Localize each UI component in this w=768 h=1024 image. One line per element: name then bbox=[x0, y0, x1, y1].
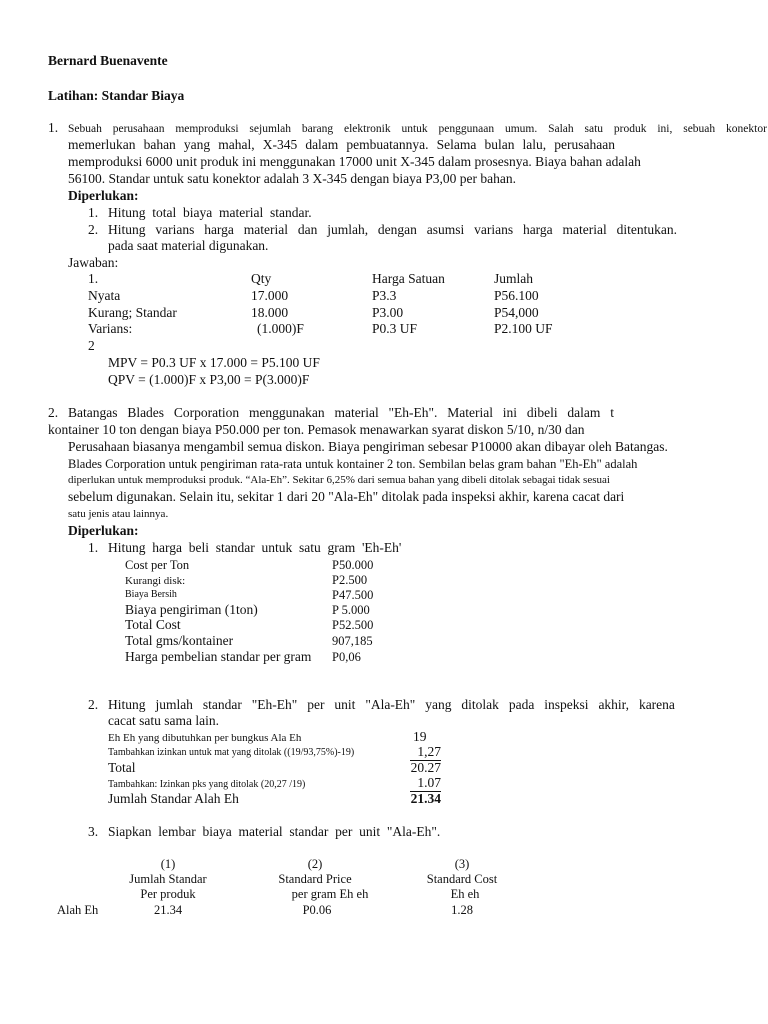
table-label: Jumlah Standar Alah Eh bbox=[108, 791, 239, 806]
table-value: 1.07 bbox=[410, 775, 441, 792]
q1-answer-label: Jawaban: bbox=[68, 255, 119, 270]
q2-line-6: sebelum digunakan. Selain itu, sekitar 1 dari 20 "Ala-Eh" ditolak pada inspeksi akhir, karena cacat dari bbox=[68, 489, 625, 504]
table-value: 21.34 bbox=[410, 791, 441, 806]
table-label: Kurangi disk: bbox=[125, 575, 186, 587]
q2-req-1-number: 1. bbox=[88, 540, 99, 555]
table-cell: Varians: bbox=[88, 321, 133, 336]
q2-line-4: Blades Corporation untuk pengiriman rata-rata untuk kontainer 2 ton. Sembilan belas gram bahan "Eh-Eh" adalah bbox=[68, 457, 638, 471]
q2-line-7: satu jenis atau lainnya. bbox=[68, 508, 169, 520]
column-header: (3) bbox=[454, 857, 470, 871]
table-value: P52.500 bbox=[332, 618, 374, 632]
table-cell: P0.3 UF bbox=[372, 321, 418, 336]
table-label: Biaya Bersih bbox=[125, 589, 177, 600]
table-cell: P3.3 bbox=[372, 288, 397, 303]
table-label: Tambahkan: Izinkan pks yang ditolak (20,27 /19) bbox=[108, 779, 306, 790]
table-header-cell: 1. bbox=[88, 271, 99, 286]
q1-line-4: 56100. Standar untuk satu konektor adalah 3 X-345 dengan biaya P3,00 per bahan. bbox=[68, 171, 517, 186]
table-cell: Nyata bbox=[88, 288, 121, 303]
table-label: Total Cost bbox=[125, 617, 181, 632]
row-label: Alah Eh bbox=[57, 903, 99, 917]
q2-req-3-number: 3. bbox=[88, 824, 99, 839]
q2-req-1: Hitung harga beli standar untuk satu gram 'Eh-Eh' bbox=[108, 540, 402, 555]
table-value: 21.34 bbox=[153, 903, 183, 917]
table-label: Eh Eh yang dibutuhkan per bungkus Ala Eh bbox=[108, 732, 302, 744]
q2-req-2-line-2: cacat satu sama lain. bbox=[108, 713, 219, 728]
column-header: Standard Cost bbox=[426, 872, 498, 886]
column-header: (1) bbox=[160, 857, 176, 871]
table-cell: P56.100 bbox=[494, 288, 539, 303]
table-value: 1,27 bbox=[410, 744, 441, 761]
q1-req-2-line-2: pada saat material digunakan. bbox=[108, 238, 269, 253]
table-cell: (1.000)F bbox=[257, 321, 304, 336]
table-value: P 5.000 bbox=[332, 603, 370, 617]
column-header: Eh eh bbox=[450, 887, 480, 901]
q2-required-label: Diperlukan: bbox=[68, 523, 139, 538]
table-label: Cost per Ton bbox=[125, 558, 190, 572]
q1-required-label: Diperlukan: bbox=[68, 188, 139, 203]
q2-number: 2. bbox=[48, 405, 59, 420]
table-cell: P2.100 UF bbox=[494, 321, 553, 336]
table-header-cell: Jumlah bbox=[494, 271, 533, 286]
q1-line-3: memproduksi 6000 unit produk ini menggunakan 17000 unit X-345 dalam prosesnya. Biaya bahan adalah bbox=[68, 154, 641, 169]
q1-line-2: memerlukan bahan yang mahal, X-345 dalam pembuatannya. Selama bulan lalu, perusahaan bbox=[68, 137, 615, 152]
q1-req-1: Hitung total biaya material standar. bbox=[108, 205, 312, 220]
q2-req-2-number: 2. bbox=[88, 697, 99, 712]
q1-req-1-number: 1. bbox=[88, 205, 99, 220]
q2-line-3: Perusahaan biasanya mengambil semua diskon. Biaya pengiriman sebesar P10000 akan dibayar oleh Batangas. bbox=[68, 439, 668, 454]
q1-mpv-formula: MPV = P0.3 UF x 17.000 = P5.100 UF bbox=[108, 355, 320, 370]
column-header: Jumlah Standar bbox=[129, 872, 207, 886]
table-cell: P54,000 bbox=[494, 305, 539, 320]
table-label: Total gms/kontainer bbox=[125, 633, 234, 648]
q2-req-2-line-1: Hitung jumlah standar "Eh-Eh" per unit "Ala-Eh" yang ditolak pada inspeksi akhir, karena bbox=[108, 697, 675, 712]
q2-line-5: diperlukan untuk memproduksi produk. “Ala-Eh”. Sekitar 6,25% dari semua bahan yang dibeli ditolak sebagai tidak sesuai bbox=[68, 474, 610, 486]
q2-line-2: kontainer 10 ton dengan biaya P50.000 per ton. Pemasok menawarkan syarat diskon 5/10, n/30 dan bbox=[48, 422, 585, 437]
table-label: Tambahkan izinkan untuk mat yang ditolak ((19/93,75%)-19) bbox=[108, 747, 355, 758]
column-header: per gram Eh eh bbox=[291, 887, 369, 901]
document-title: Latihan: Standar Biaya bbox=[48, 88, 185, 103]
table-label: Harga pembelian standar per gram bbox=[125, 649, 312, 664]
table-header-cell: Qty bbox=[251, 271, 272, 286]
table-value: P0,06 bbox=[332, 650, 361, 664]
table-value: P47.500 bbox=[332, 588, 374, 602]
table-header-cell: Harga Satuan bbox=[372, 271, 445, 286]
table-label: Biaya pengiriman (1ton) bbox=[125, 602, 258, 617]
table-cell: P3.00 bbox=[372, 305, 404, 320]
table-value: 907,185 bbox=[332, 634, 373, 648]
column-header: (2) bbox=[307, 857, 323, 871]
table-value: 19 bbox=[413, 729, 427, 744]
table-value: P0.06 bbox=[302, 903, 332, 917]
q1-line-1: Sebuah perusahaan memproduksi sejumlah barang elektronik untuk penggunaan umum. Salah satu produk ini, sebuah konektor bbox=[68, 123, 767, 135]
table-value: P50.000 bbox=[332, 558, 374, 572]
table-label: Total bbox=[108, 760, 136, 775]
table-value: P2.500 bbox=[332, 573, 368, 587]
q1-req-2-line-1: Hitung varians harga material dan jumlah, dengan asumsi varians harga material ditentukan. bbox=[108, 222, 677, 237]
q1-req-2-number: 2. bbox=[88, 222, 99, 237]
table-cell: 17.000 bbox=[251, 288, 289, 303]
column-header: Per produk bbox=[140, 887, 196, 901]
table-value: 20.27 bbox=[410, 760, 441, 775]
table-value: 1.28 bbox=[451, 903, 473, 917]
table-cell: Kurang; Standar bbox=[88, 305, 177, 320]
q1-qpv-formula: QPV = (1.000)F x P3,00 = P(3.000)F bbox=[108, 372, 310, 387]
q2-req-3: Siapkan lembar biaya material standar per unit "Ala-Eh". bbox=[108, 824, 441, 839]
q2-line-1: Batangas Blades Corporation menggunakan material "Eh-Eh". Material ini dibeli dalam t bbox=[68, 405, 614, 420]
table-cell: 18.000 bbox=[251, 305, 289, 320]
column-header: Standard Price bbox=[278, 872, 352, 886]
q1-number: 1. bbox=[48, 120, 59, 135]
q1-part-2-number: 2 bbox=[88, 338, 95, 353]
author-name: Bernard Buenavente bbox=[48, 53, 168, 68]
